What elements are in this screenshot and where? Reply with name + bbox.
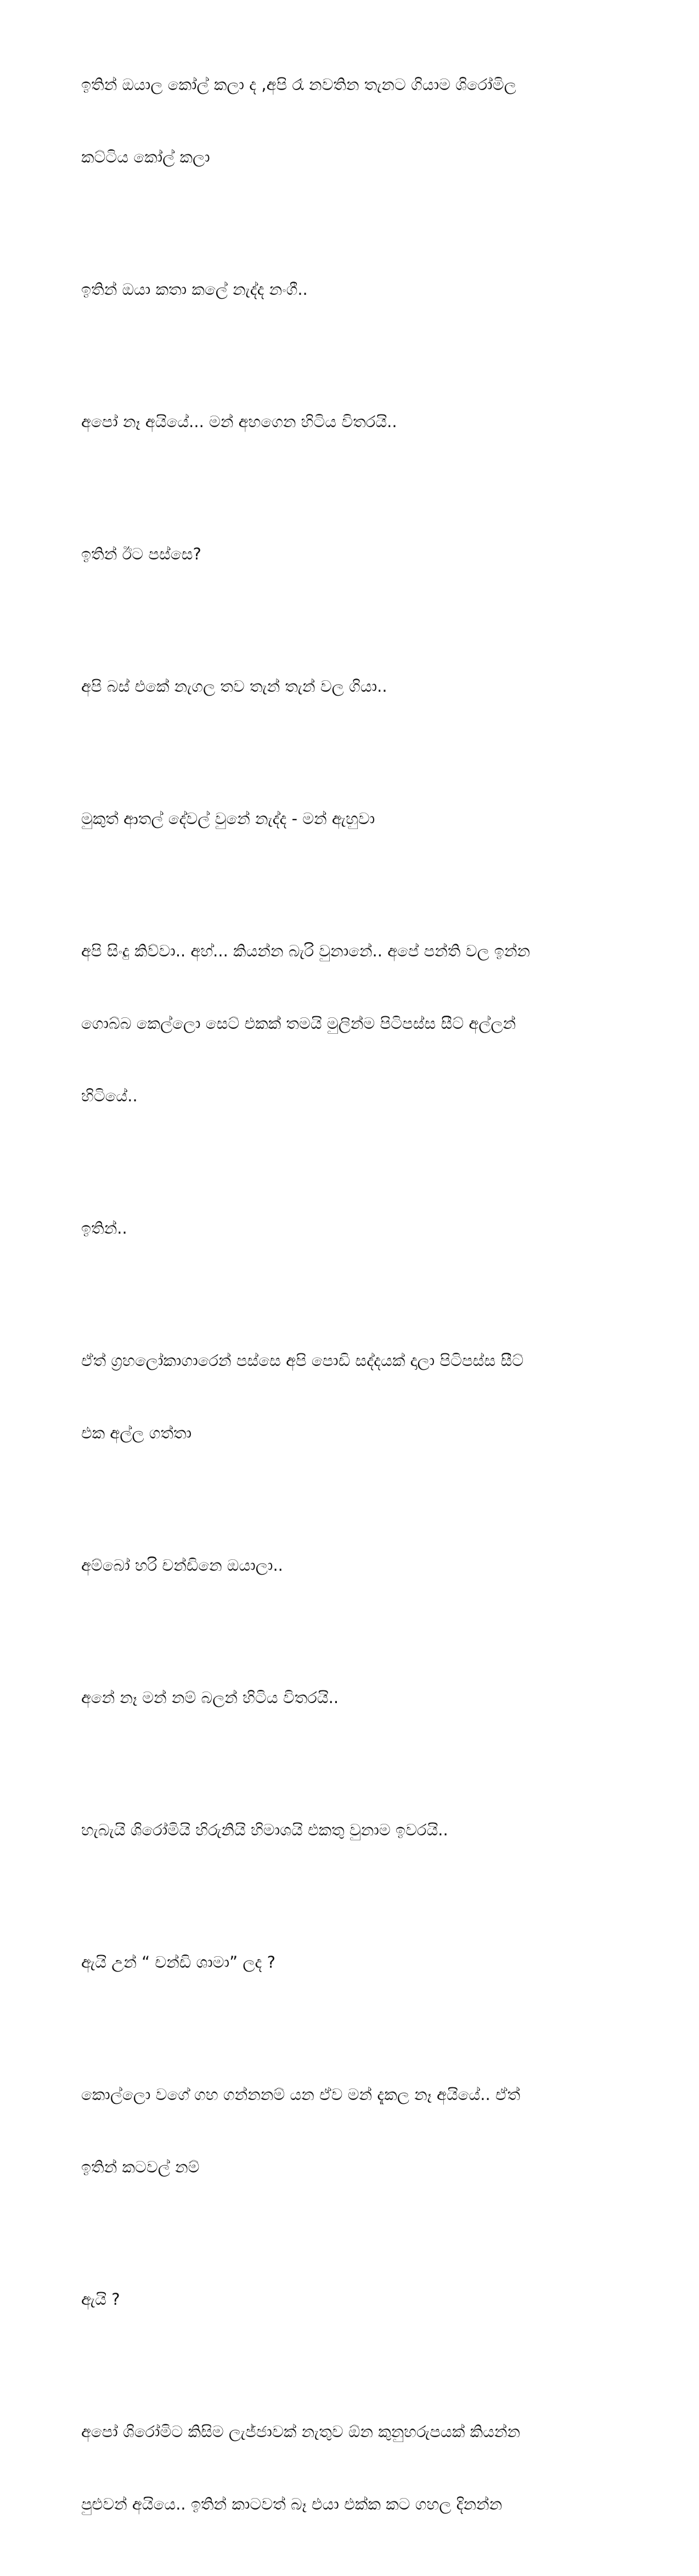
text-line: අපි බස් එකේ නැගල තව තැන් තැන් වල ගියා.. — [81, 677, 387, 696]
text-line: අනේ නෑ මන් නම් බලන් හිටිය විතරයි.. — [81, 1688, 339, 1707]
text-line: ඒත් ග්‍රහලෝකාගාරෙන් පස්සෙ අපි පොඩි සද්දයක් දාලා පිටිපස්ස සීට් — [81, 1351, 524, 1370]
paragraph — [81, 229, 630, 350]
text-line: ඇයි ? — [81, 2290, 120, 2309]
text-line: අපෝ ශිරෝමිට කිසිම ලැජ්ජාවක් නැතුව ඕන කුනුහරුපයක් කියන්න — [81, 2422, 520, 2441]
text-line: අපි සිංදු කිව්වා.. අහ්... කියන්න බැරි වුනානේ.. අපේ පන්ති වල ඉන්න — [81, 942, 531, 960]
paragraph — [81, 494, 630, 614]
paragraph — [81, 2371, 630, 2564]
text-line: ඇයි උන් “ චන්ඩි ශාමා” ලද ? — [81, 1953, 276, 1972]
text-line: ඉතින් ඊට පස්සෙ? — [81, 545, 201, 563]
text-line: හැබැයි ශිරෝමියි හිරුනියි හිමාශයි එකතු වුනාම ඉවරයි.. — [81, 1821, 448, 1839]
paragraph — [81, 1505, 630, 1626]
paragraph — [81, 2239, 630, 2360]
text-line: ඉතින්.. — [81, 1219, 127, 1237]
paragraph — [81, 626, 630, 747]
text-line: ඉතින් ඔයාල කෝල් කලා ද ,අපි රෑ නවතින තැනට ගියාම ශිරෝමිල — [81, 75, 516, 94]
document-page — [81, 24, 630, 2576]
paragraph — [81, 1902, 630, 2023]
text-line: ඉතින් කටවල් නම් — [81, 2158, 200, 2176]
paragraph — [81, 1300, 630, 1493]
paragraph — [81, 24, 630, 217]
text-line: කොල්ලො වගේ ගහ ගන්නනම් යන ඒව මන් දැකල නෑ අයියේ.. ඒත් — [81, 2085, 521, 2104]
paragraph — [81, 758, 630, 879]
paragraph — [81, 1769, 630, 1890]
text-line: කට්ටිය කෝල් කලා — [81, 148, 210, 166]
text-line: ගොබ්බ කෙල්ලො සෙට් එකක් තමයි මුලින්ම පිටිපස්ස සීට් අල්ලන් — [81, 1014, 516, 1033]
paragraph — [81, 891, 630, 1156]
paragraph — [81, 361, 630, 482]
paragraph — [81, 1168, 630, 1289]
text-line: අපෝ නෑ අයියේ... මන් අහගෙන හිටිය විතරයි.. — [81, 412, 397, 431]
paragraph — [81, 1637, 630, 1758]
paragraph — [81, 2034, 630, 2227]
text-line: හිටියේ.. — [81, 1087, 138, 1105]
text-line: එක අල්ල ගත්තා — [81, 1424, 192, 1442]
text-line: පුළුවන් අයියෙ.. ඉතින් කාටවත් බෑ එයා එක්ක කට ගහල දිනන්න — [81, 2495, 503, 2513]
text-line: මුකුත් ආතල් දේවල් වුනේ නැද්ද - මන් ඇහුවා — [81, 809, 375, 828]
text-line: ඉතින් ඔයා කතා කලේ නැද්ද නංගී.. — [81, 280, 308, 299]
text-line: අම්බෝ හරි චන්ඩිනෙ ඔයාලා.. — [81, 1556, 283, 1575]
